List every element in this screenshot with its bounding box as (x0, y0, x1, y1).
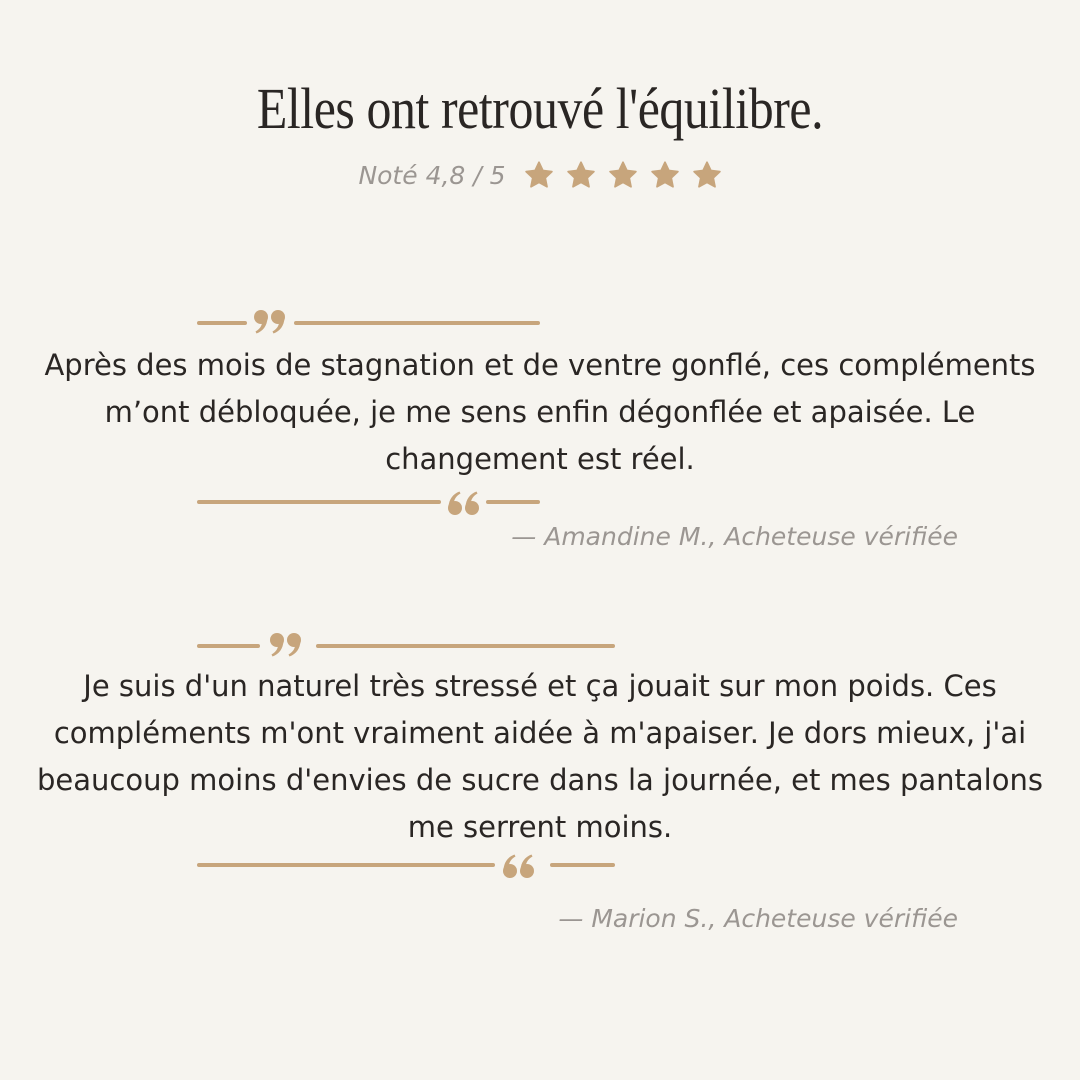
rating-stars (524, 160, 722, 190)
review-2-bottom-divider (197, 851, 615, 879)
star-icon (650, 160, 680, 190)
review-1-top-divider (197, 309, 540, 337)
closing-quote-icon (253, 309, 287, 337)
review-2-author: — Marion S., Acheteuse vérifiée (558, 904, 958, 933)
star-icon (608, 160, 638, 190)
star-icon (524, 160, 554, 190)
review-1-bottom-divider (197, 488, 540, 516)
rating-row (0, 150, 1080, 200)
star-icon (692, 160, 722, 190)
review-1-author: — Amandine M., Acheteuse vérifiée (511, 522, 958, 551)
review-2-text: Je suis d'un naturel très stressé et ça jouait sur mon poids. Ces compléments m'ont vraiment aidée à m'apaiser. Je dors mieux, j'ai beaucoup moins d'envies de sucre dans la journée, et mes pantalons me serrent moins. (37, 669, 1043, 844)
page-title: Elles ont retrouvé l'équilibre. (256, 76, 824, 141)
opening-quote-icon (446, 488, 480, 516)
review-2-top-divider (197, 632, 615, 660)
review-1-text: Après des mois de stagnation et de ventre gonflé, ces compléments m’ont débloquée, je me sens enfin dégonflée et apaisée. Le changement est réel. (44, 348, 1036, 476)
star-icon (566, 160, 596, 190)
rating-text: Noté 4,8 / 5 (358, 160, 506, 190)
closing-quote-icon (269, 632, 303, 660)
opening-quote-icon (501, 851, 535, 879)
